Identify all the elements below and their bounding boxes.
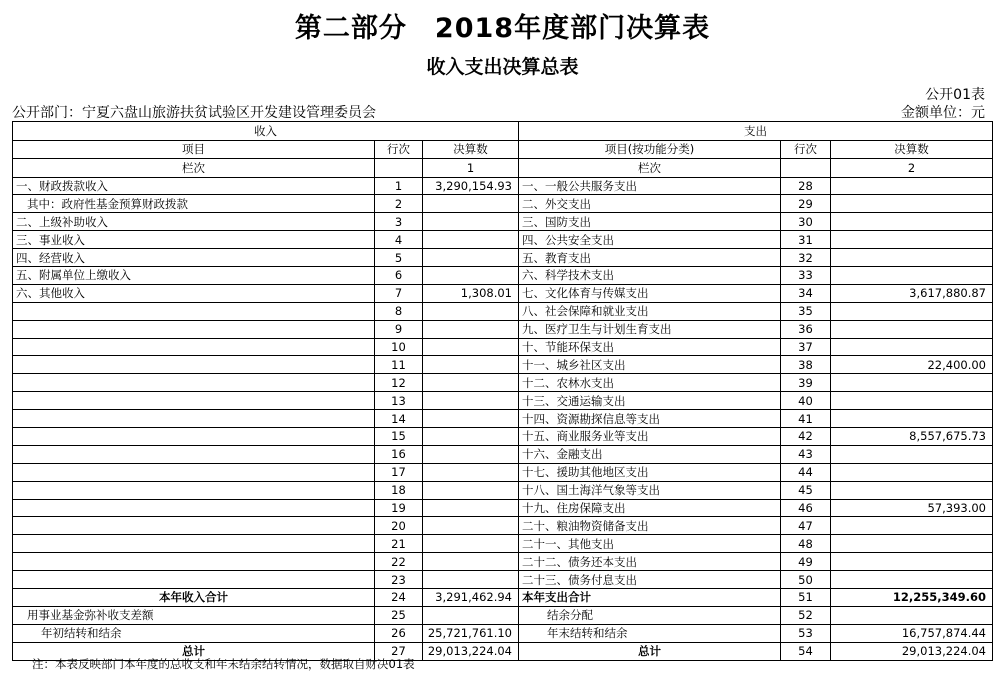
expense-amount — [831, 338, 993, 356]
expense-item: 五、教育支出 — [519, 249, 781, 267]
income-row-no: 16 — [375, 445, 423, 463]
expense-row-no: 29 — [781, 195, 831, 213]
income-amount — [423, 195, 519, 213]
income-row-no: 26 — [375, 624, 423, 642]
expense-amount: 22,400.00 — [831, 356, 993, 374]
expense-row-no: 53 — [781, 624, 831, 642]
income-amount — [423, 553, 519, 571]
expense-col-label: 栏次 — [519, 159, 781, 178]
department-label: 公开部门：宁夏六盘山旅游扶贫试验区开发建设管理委员会 — [12, 105, 376, 121]
table-row — [13, 553, 993, 571]
expense-row-no: 41 — [781, 410, 831, 428]
expense-amount — [831, 213, 993, 231]
income-item — [13, 535, 375, 553]
income-row-no: 25 — [375, 606, 423, 624]
expense-row-no: 31 — [781, 231, 831, 249]
expense-amount — [831, 445, 993, 463]
income-item — [13, 553, 375, 571]
expense-item: 二、外交支出 — [519, 195, 781, 213]
income-item: 五、附属单位上缴收入 — [13, 266, 375, 284]
income-summary-amount: 25,721,761.10 — [423, 624, 519, 642]
table-row — [13, 338, 993, 356]
expense-row-no: 42 — [781, 427, 831, 445]
form-number: 公开01表 — [925, 87, 985, 103]
income-item — [13, 374, 375, 392]
income-amount — [423, 231, 519, 249]
income-amount — [423, 374, 519, 392]
expense-item: 二十、粮油物资储备支出 — [519, 517, 781, 535]
income-col-number: 1 — [423, 159, 519, 178]
expense-amount — [831, 392, 993, 410]
expense-amount — [831, 266, 993, 284]
expense-row-no: 38 — [781, 356, 831, 374]
expense-summary-amount — [831, 606, 993, 624]
page-subtitle: 收入支出决算总表 — [426, 56, 579, 78]
expense-row-no: 45 — [781, 481, 831, 499]
table-row — [13, 410, 993, 428]
income-amount-header: 决算数 — [423, 140, 519, 159]
expense-item: 十九、住房保障支出 — [519, 499, 781, 517]
table-row — [13, 213, 993, 231]
income-row-no: 8 — [375, 302, 423, 320]
income-item — [13, 392, 375, 410]
income-item: 三、事业收入 — [13, 231, 375, 249]
expense-summary-item: 总计 — [519, 642, 781, 660]
expense-row-no: 44 — [781, 463, 831, 481]
table-header-row — [13, 122, 993, 141]
income-amount — [423, 356, 519, 374]
expense-amount — [831, 571, 993, 589]
income-row-no: 17 — [375, 463, 423, 481]
income-row-no: 1 — [375, 177, 423, 195]
expense-item: 七、文化体育与传媒支出 — [519, 284, 781, 302]
table-header-row — [13, 140, 993, 159]
expense-item: 二十二、债务还本支出 — [519, 553, 781, 571]
table-row — [13, 195, 993, 213]
expense-row-no: 48 — [781, 535, 831, 553]
income-row-no: 3 — [375, 213, 423, 231]
expense-amount: 8,557,675.73 — [831, 427, 993, 445]
income-amount — [423, 249, 519, 267]
table-row — [13, 427, 993, 445]
income-item — [13, 338, 375, 356]
income-item: 其中：政府性基金预算财政拨款 — [13, 195, 375, 213]
income-amount — [423, 463, 519, 481]
income-item — [13, 571, 375, 589]
income-row-no: 5 — [375, 249, 423, 267]
income-row-no: 2 — [375, 195, 423, 213]
income-amount — [423, 499, 519, 517]
income-item — [13, 499, 375, 517]
table-row — [13, 320, 993, 338]
amount-unit: 金额单位：元 — [901, 105, 985, 121]
expense-amount — [831, 249, 993, 267]
income-item — [13, 427, 375, 445]
expense-amount — [831, 463, 993, 481]
expense-item: 四、公共安全支出 — [519, 231, 781, 249]
expense-item: 十、节能环保支出 — [519, 338, 781, 356]
expense-amount — [831, 302, 993, 320]
income-amount — [423, 427, 519, 445]
budget-table — [12, 121, 993, 661]
income-amount — [423, 302, 519, 320]
page-title: 第二部分 2018年度部门决算表 — [294, 13, 711, 44]
expense-row-no: 30 — [781, 213, 831, 231]
income-amount — [423, 535, 519, 553]
income-summary-amount: 3,291,462.94 — [423, 588, 519, 606]
income-summary-item: 用事业基金弥补收支差额 — [13, 606, 375, 624]
income-summary-item: 本年收入合计 — [13, 588, 375, 606]
income-amount — [423, 266, 519, 284]
table-row — [13, 356, 993, 374]
summary-row — [13, 588, 993, 606]
expense-row-no: 50 — [781, 571, 831, 589]
expense-item: 十三、交通运输支出 — [519, 392, 781, 410]
income-row-no: 15 — [375, 427, 423, 445]
summary-row — [13, 606, 993, 624]
expense-row-no: 47 — [781, 517, 831, 535]
table-row — [13, 517, 993, 535]
expense-row-no: 40 — [781, 392, 831, 410]
expense-summary-item: 年末结转和结余 — [519, 624, 781, 642]
expense-row-no: 49 — [781, 553, 831, 571]
table-row — [13, 249, 993, 267]
income-row-no: 23 — [375, 571, 423, 589]
income-amount — [423, 338, 519, 356]
expense-amount — [831, 195, 993, 213]
income-row-no: 7 — [375, 284, 423, 302]
income-item — [13, 517, 375, 535]
expense-amount-header: 决算数 — [831, 140, 993, 159]
expense-amount — [831, 553, 993, 571]
expense-item: 二十三、债务付息支出 — [519, 571, 781, 589]
income-amount: 1,308.01 — [423, 284, 519, 302]
income-item — [13, 481, 375, 499]
expense-item: 六、科学技术支出 — [519, 266, 781, 284]
income-summary-amount: 29,013,224.04 — [423, 642, 519, 660]
expense-amount: 57,393.00 — [831, 499, 993, 517]
table-row — [13, 302, 993, 320]
table-row — [13, 499, 993, 517]
expense-row-no: 28 — [781, 177, 831, 195]
income-row-no: 22 — [375, 553, 423, 571]
income-row-no: 9 — [375, 320, 423, 338]
income-amount — [423, 481, 519, 499]
expense-row-no: 43 — [781, 445, 831, 463]
expense-row-no: 54 — [781, 642, 831, 660]
income-amount — [423, 517, 519, 535]
table-row — [13, 266, 993, 284]
table-row — [13, 463, 993, 481]
expense-item: 三、国防支出 — [519, 213, 781, 231]
table-row — [13, 374, 993, 392]
expense-amount — [831, 481, 993, 499]
income-row-no: 11 — [375, 356, 423, 374]
expense-col-number: 2 — [831, 159, 993, 178]
income-summary-item: 总计 — [13, 642, 375, 660]
expense-row-no: 34 — [781, 284, 831, 302]
income-amount — [423, 392, 519, 410]
expense-row-no: 39 — [781, 374, 831, 392]
expense-item: 一、一般公共服务支出 — [519, 177, 781, 195]
expense-row-no-header: 行次 — [781, 140, 831, 159]
income-summary-item: 年初结转和结余 — [13, 624, 375, 642]
income-item: 一、财政拨款收入 — [13, 177, 375, 195]
income-row-no: 19 — [375, 499, 423, 517]
income-item — [13, 320, 375, 338]
expense-item: 十一、城乡社区支出 — [519, 356, 781, 374]
table-row — [13, 445, 993, 463]
expense-item: 八、社会保障和就业支出 — [519, 302, 781, 320]
income-row-no: 13 — [375, 392, 423, 410]
expense-summary-amount: 12,255,349.60 — [831, 588, 993, 606]
table-row — [13, 177, 993, 195]
table-row — [13, 231, 993, 249]
income-item: 二、上级补助收入 — [13, 213, 375, 231]
expense-summary-item: 结余分配 — [519, 606, 781, 624]
expense-row-no: 51 — [781, 588, 831, 606]
expense-amount — [831, 320, 993, 338]
income-item — [13, 302, 375, 320]
expense-summary-amount: 29,013,224.04 — [831, 642, 993, 660]
expense-amount: 3,617,880.87 — [831, 284, 993, 302]
expense-summary-item: 本年支出合计 — [519, 588, 781, 606]
expense-amount — [831, 535, 993, 553]
expense-item: 十七、援助其他地区支出 — [519, 463, 781, 481]
expense-header: 支出 — [519, 122, 993, 141]
income-row-no: 24 — [375, 588, 423, 606]
expense-item: 十八、国土海洋气象等支出 — [519, 481, 781, 499]
table-row — [13, 392, 993, 410]
expense-item: 十二、农林水支出 — [519, 374, 781, 392]
income-amount — [423, 213, 519, 231]
income-row-no-header: 行次 — [375, 140, 423, 159]
expense-row-no: 46 — [781, 499, 831, 517]
expense-item: 十四、资源勘探信息等支出 — [519, 410, 781, 428]
expense-row-no: 32 — [781, 249, 831, 267]
income-item-header: 项目 — [13, 140, 375, 159]
income-amount: 3,290,154.93 — [423, 177, 519, 195]
income-row-no: 10 — [375, 338, 423, 356]
expense-summary-amount: 16,757,874.44 — [831, 624, 993, 642]
expense-amount — [831, 517, 993, 535]
income-item: 六、其他收入 — [13, 284, 375, 302]
table-row — [13, 284, 993, 302]
empty-cell — [781, 159, 831, 178]
expense-amount — [831, 231, 993, 249]
expense-amount — [831, 177, 993, 195]
expense-item: 十六、金融支出 — [519, 445, 781, 463]
income-item — [13, 356, 375, 374]
income-row-no: 6 — [375, 266, 423, 284]
income-amount — [423, 445, 519, 463]
income-item — [13, 463, 375, 481]
empty-cell — [375, 159, 423, 178]
expense-row-no: 35 — [781, 302, 831, 320]
expense-item: 二十一、其他支出 — [519, 535, 781, 553]
income-row-no: 12 — [375, 374, 423, 392]
expense-item: 九、医疗卫生与计划生育支出 — [519, 320, 781, 338]
expense-row-no: 36 — [781, 320, 831, 338]
expense-amount — [831, 410, 993, 428]
expense-row-no: 33 — [781, 266, 831, 284]
income-row-no: 27 — [375, 642, 423, 660]
income-row-no: 14 — [375, 410, 423, 428]
table-row — [13, 481, 993, 499]
expense-amount — [831, 374, 993, 392]
income-amount — [423, 320, 519, 338]
income-col-label: 栏次 — [13, 159, 375, 178]
expense-row-no: 37 — [781, 338, 831, 356]
income-row-no: 4 — [375, 231, 423, 249]
table-header-row — [13, 159, 993, 178]
income-row-no: 21 — [375, 535, 423, 553]
expense-item: 十五、商业服务业等支出 — [519, 427, 781, 445]
income-item — [13, 445, 375, 463]
income-amount — [423, 571, 519, 589]
table-row — [13, 571, 993, 589]
income-summary-amount — [423, 606, 519, 624]
summary-row — [13, 624, 993, 642]
income-amount — [423, 410, 519, 428]
table-row — [13, 535, 993, 553]
footnote: 注：本表反映部门本年度的总收支和年末结余结转情况，数据取自财决01表 — [32, 657, 415, 671]
income-row-no: 18 — [375, 481, 423, 499]
income-item: 四、经营收入 — [13, 249, 375, 267]
expense-item-header: 项目(按功能分类) — [519, 140, 781, 159]
income-row-no: 20 — [375, 517, 423, 535]
income-header: 收入 — [13, 122, 519, 141]
income-item — [13, 410, 375, 428]
expense-row-no: 52 — [781, 606, 831, 624]
